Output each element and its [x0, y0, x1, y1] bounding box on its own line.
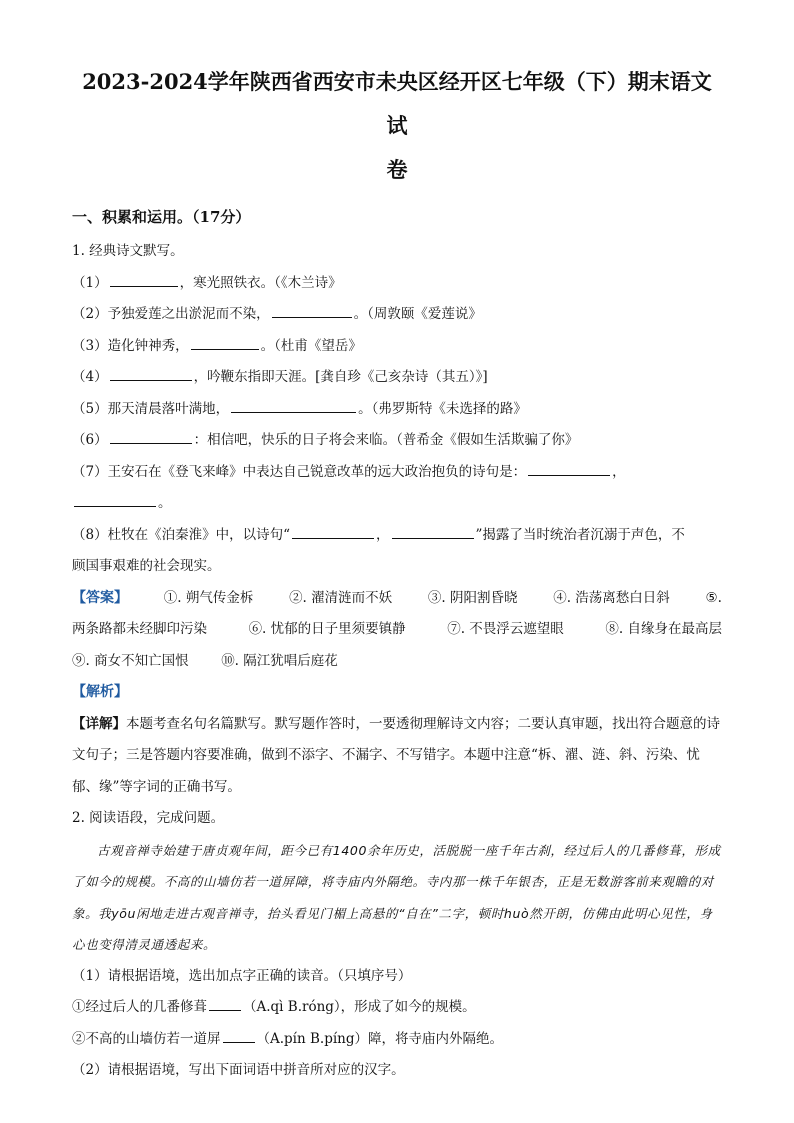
- detail-paragraph: [72, 709, 722, 804]
- page-title-line-1: 2023-2024学年陕西省西安市未央区经开区七年级（下）期末语文试: [82, 69, 712, 138]
- sub-question-1-item-1: ①经过后人的几番修葺 （A.qì B.róng），形成了如今的规模。: [72, 992, 722, 1024]
- answer-blank[interactable]: [110, 429, 192, 444]
- answer-tag: 【答案】: [72, 589, 128, 606]
- question-2: [72, 803, 722, 1087]
- answer-item: 两条路都未经脚印污染: [72, 621, 207, 637]
- analysis-tag: 【解析】: [72, 684, 128, 700]
- answer-item: ⑤.: [705, 589, 722, 606]
- answer-blank[interactable]: [272, 303, 352, 318]
- answer-item: ①. 朔气传金柝: [163, 589, 254, 606]
- fill-line-5: （5）那天清晨落叶满地， 。（弗罗斯特《未选择的路》: [72, 394, 722, 426]
- answer-blank[interactable]: [74, 492, 156, 507]
- sub-question-1: （1）请根据语境，选出加点字正确的读音。（只填序号）: [72, 967, 412, 984]
- answer-blank[interactable]: [223, 1028, 255, 1043]
- answer-row-2: [72, 614, 722, 646]
- answer-blank[interactable]: [231, 398, 356, 413]
- answer-blank[interactable]: [110, 272, 178, 287]
- detail-text: 本题考查名句名篇默写。默写题作答时，一要透彻理解诗文内容；二要认真审题，找出符合题意的诗文句子；三是答题内容要准确，做到不添字、不漏字、不写错字。本题中注意“柝、濯、涟、斜、污染、忧郁、缘”等字词的正确书写。: [72, 715, 720, 795]
- answer-item: ④. 浩荡离愁白日斜: [553, 589, 670, 606]
- question-stem: 2. 阅读语段，完成问题。: [72, 810, 225, 826]
- page-title-line-2: 卷: [386, 157, 408, 182]
- fill-line-8: （8）杜牧在《泊秦淮》中，以诗句“ ， ”揭露了当时统治者沉溺于声色，不: [72, 520, 722, 552]
- fill-line-8-cont: 顾国事艰难的社会现实。: [72, 558, 221, 574]
- answer-item: ⑦. 不畏浮云遮望眼: [447, 621, 564, 637]
- fill-line-4: （4） ，吟鞭东指即天涯。[龚自珍《己亥杂诗（其五）》]: [72, 362, 722, 394]
- fill-line-2: （2）予独爱莲之出淤泥而不染， 。（周敦颐《爱莲说》: [72, 299, 722, 331]
- question-1: [72, 236, 722, 583]
- detail-tag: 【详解】: [72, 715, 126, 732]
- sub-question-1-item-2: ②不高的山墙仿若一道屏 （A.pín B.píng）障，将寺庙内外隔绝。: [72, 1024, 722, 1056]
- reading-passage: 古观音禅寺始建于唐贞观年间，距今已有1400余年历史，活脱脱一座千年古刹，经过后人的几番修葺，形成了如今的规模。不高的山墙仿若一道屏障，将寺庙内外隔绝。寺内那一株千年银杏，正是无数游客前来观瞻的对象。我yōu闲地走进古观音禅寺，抬头看见门楣上高悬的“自在”二字，顿时huò然开朗，仿佛由此明心见性，身心也变得清灵通透起来。: [72, 842, 721, 952]
- answer-blank[interactable]: [191, 335, 259, 350]
- answer-item: ⑧. 自缘身在最高层: [605, 621, 722, 637]
- answer-item: ⑨. 商女不知亡国恨: [72, 652, 189, 669]
- fill-line-1: （1） ，寒光照铁衣。（《木兰诗》: [72, 268, 722, 300]
- fill-line-7-cont: 。: [72, 488, 722, 520]
- answer-blank[interactable]: [209, 996, 241, 1011]
- question-stem: 1. 经典诗文默写。: [72, 243, 184, 259]
- answer-item: ②. 濯清涟而不妖: [289, 589, 393, 606]
- answer-blank[interactable]: [292, 524, 374, 539]
- answer-row-3: [72, 646, 722, 678]
- answer-item: ⑩. 隔江犹唱后庭花: [221, 652, 338, 669]
- answer-blank[interactable]: [528, 461, 610, 476]
- answer-row-1: [72, 583, 722, 615]
- sub-question-2: （2）请根据语境，写出下面词语中拼音所对应的汉字。: [72, 1062, 405, 1078]
- answer-blank[interactable]: [110, 366, 192, 381]
- answer-blank[interactable]: [392, 524, 474, 539]
- fill-line-3: （3）造化钟神秀， 。（杜甫《望岳》: [72, 331, 722, 363]
- answer-block: [72, 583, 722, 678]
- fill-line-6: （6） ：相信吧，快乐的日子将会来临。（普希金《假如生活欺骗了你》: [72, 425, 722, 457]
- section-heading: 一、积累和运用。（17分）: [72, 208, 251, 226]
- fill-line-7: （7）王安石在《登飞来峰》中表达自己锐意改革的远大政治抱负的诗句是： ，: [72, 457, 722, 489]
- document-page: [72, 60, 722, 1087]
- answer-item: ③. 阴阳割昏晓: [427, 589, 518, 606]
- answer-item: ⑥. 忧郁的日子里须要镇静: [248, 621, 406, 637]
